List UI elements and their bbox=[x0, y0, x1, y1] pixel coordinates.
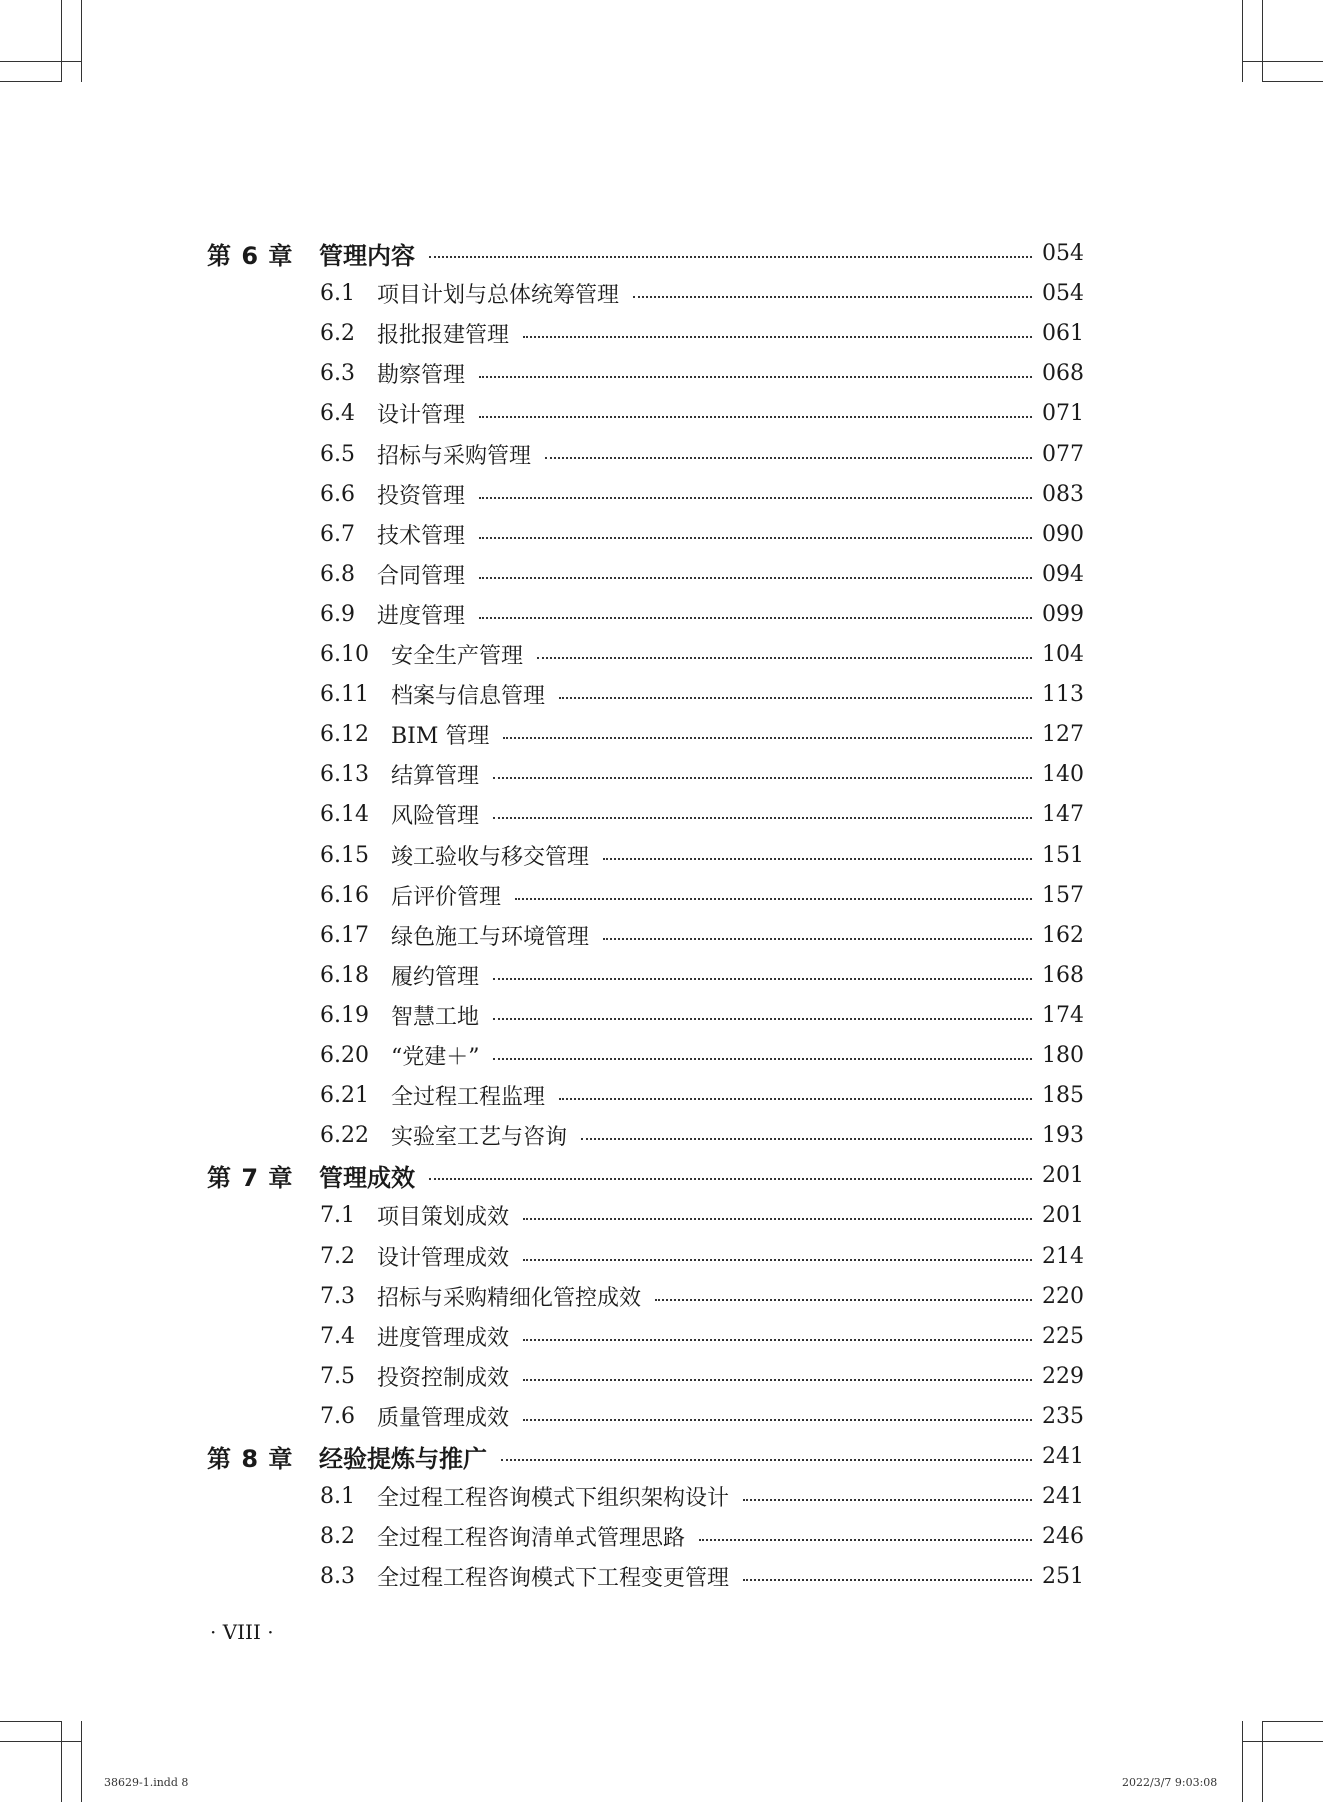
toc-section-row[interactable] bbox=[207, 1516, 1082, 1556]
dot-leader bbox=[603, 938, 1032, 940]
crop-mark-top-right-v2 bbox=[1262, 0, 1263, 82]
toc-section-row[interactable] bbox=[207, 474, 1082, 514]
page-number: 193 bbox=[1042, 1122, 1084, 1148]
section-title: 风险管理 bbox=[390, 803, 479, 829]
section-title: 设计管理成效 bbox=[377, 1245, 510, 1271]
toc-section-row[interactable] bbox=[207, 554, 1082, 594]
toc-section-row[interactable] bbox=[207, 955, 1082, 995]
dot-leader bbox=[523, 1379, 1032, 1381]
section-title: 结算管理 bbox=[390, 763, 479, 789]
page-number: 168 bbox=[1042, 962, 1084, 988]
section-title: 质量管理成效 bbox=[377, 1405, 510, 1431]
section-number: 8.1 bbox=[320, 1483, 355, 1509]
section-number: 6.8 bbox=[320, 561, 355, 587]
section-number: 7.6 bbox=[320, 1403, 355, 1429]
section-title: 招标与采购管理 bbox=[377, 443, 532, 469]
dot-leader bbox=[493, 777, 1032, 779]
toc-section-row[interactable] bbox=[207, 514, 1082, 554]
crop-mark-bottom-right-v bbox=[1242, 1721, 1243, 1802]
dot-leader bbox=[523, 1419, 1032, 1421]
section-title: 全过程工程咨询模式下组织架构设计 bbox=[377, 1485, 730, 1511]
section-title: 安全生产管理 bbox=[390, 643, 523, 669]
dot-leader bbox=[581, 1138, 1032, 1140]
section-number: 7.4 bbox=[320, 1323, 355, 1349]
page-number: 061 bbox=[1042, 320, 1084, 346]
crop-mark-bottom-left-v2 bbox=[61, 1721, 62, 1802]
page-number: 251 bbox=[1042, 1563, 1084, 1589]
section-title: 进度管理成效 bbox=[377, 1325, 510, 1351]
dot-leader bbox=[493, 1018, 1032, 1020]
toc-section-row[interactable] bbox=[207, 1556, 1082, 1596]
toc-section-row[interactable] bbox=[207, 995, 1082, 1035]
section-title: 档案与信息管理 bbox=[390, 683, 545, 709]
crop-mark-bottom-right-v2 bbox=[1262, 1721, 1263, 1802]
slug-filename: 38629-1.indd 8 bbox=[104, 1776, 189, 1789]
toc-section-row[interactable] bbox=[207, 794, 1082, 834]
page-number: 241 bbox=[1042, 1483, 1084, 1509]
page-number: 104 bbox=[1042, 641, 1084, 667]
page-folio: · VIII · bbox=[210, 1620, 274, 1644]
toc-section-row[interactable] bbox=[207, 1316, 1082, 1356]
toc-section-row[interactable] bbox=[207, 434, 1082, 474]
section-number: 6.18 bbox=[320, 962, 369, 988]
section-title: 竣工验收与移交管理 bbox=[390, 844, 589, 870]
crop-mark-top-right-h bbox=[1242, 61, 1323, 62]
toc-section-row[interactable] bbox=[207, 634, 1082, 674]
page-number: 054 bbox=[1042, 240, 1084, 266]
dot-leader bbox=[429, 1178, 1032, 1180]
page-number: 140 bbox=[1042, 761, 1084, 787]
page-number: 113 bbox=[1042, 681, 1084, 707]
section-number: 6.5 bbox=[320, 441, 355, 467]
crop-mark-top-left-v bbox=[81, 0, 82, 82]
toc-section-row[interactable] bbox=[207, 835, 1082, 875]
section-number: 6.4 bbox=[320, 400, 355, 426]
section-title: 招标与采购精细化管控成效 bbox=[377, 1285, 642, 1311]
toc-section-row[interactable] bbox=[207, 1195, 1082, 1235]
chapter-title: 经验提炼与推广 bbox=[319, 1444, 487, 1473]
dot-leader bbox=[429, 256, 1032, 258]
toc-section-row[interactable] bbox=[207, 875, 1082, 915]
dot-leader bbox=[545, 457, 1032, 459]
dot-leader bbox=[603, 858, 1032, 860]
dot-leader bbox=[559, 1098, 1032, 1100]
dot-leader bbox=[523, 1218, 1032, 1220]
chapter-label: 第 7 章 bbox=[207, 1163, 294, 1192]
dot-leader bbox=[523, 1339, 1032, 1341]
section-number: 7.2 bbox=[320, 1243, 355, 1269]
section-number: 6.20 bbox=[320, 1042, 369, 1068]
section-number: 6.19 bbox=[320, 1002, 369, 1028]
section-number: 6.1 bbox=[320, 280, 355, 306]
page-number: 162 bbox=[1042, 922, 1084, 948]
dot-leader bbox=[493, 978, 1032, 980]
section-number: 6.7 bbox=[320, 521, 355, 547]
section-title: 全过程工程监理 bbox=[390, 1084, 545, 1110]
toc-section-row[interactable] bbox=[207, 1276, 1082, 1316]
page-number: 054 bbox=[1042, 280, 1084, 306]
section-number: 7.3 bbox=[320, 1283, 355, 1309]
page-number: 185 bbox=[1042, 1082, 1084, 1108]
section-number: 6.2 bbox=[320, 320, 355, 346]
section-number: 7.5 bbox=[320, 1363, 355, 1389]
dot-leader bbox=[655, 1299, 1032, 1301]
dot-leader bbox=[479, 537, 1032, 539]
section-number: 8.2 bbox=[320, 1523, 355, 1549]
dot-leader bbox=[523, 1259, 1032, 1261]
crop-mark-top-left-h bbox=[0, 61, 82, 62]
toc-section-row[interactable] bbox=[207, 1035, 1082, 1075]
section-title: 全过程工程咨询模式下工程变更管理 bbox=[377, 1565, 730, 1591]
crop-mark-bottom-left-h bbox=[0, 1721, 62, 1722]
section-title: 设计管理 bbox=[377, 402, 466, 428]
section-number: 6.13 bbox=[320, 761, 369, 787]
page-number: 083 bbox=[1042, 481, 1084, 507]
toc-section-row[interactable] bbox=[207, 1075, 1082, 1115]
page-number: 235 bbox=[1042, 1403, 1084, 1429]
dot-leader bbox=[479, 376, 1032, 378]
toc-section-row[interactable] bbox=[207, 674, 1082, 714]
dot-leader bbox=[633, 296, 1032, 298]
page-number: 071 bbox=[1042, 400, 1084, 426]
section-number: 6.15 bbox=[320, 842, 369, 868]
section-title: BIM 管理 bbox=[390, 723, 490, 749]
section-title: 进度管理 bbox=[377, 603, 466, 629]
page-number: 241 bbox=[1042, 1443, 1084, 1469]
section-title: 实验室工艺与咨询 bbox=[390, 1124, 567, 1150]
dot-leader bbox=[743, 1579, 1032, 1581]
section-title: 合同管理 bbox=[377, 563, 466, 589]
page-number: 147 bbox=[1042, 801, 1084, 827]
dot-leader bbox=[479, 617, 1032, 619]
toc-section-row[interactable] bbox=[207, 1396, 1082, 1436]
crop-mark-top-right-v bbox=[1242, 0, 1243, 82]
section-title: 报批报建管理 bbox=[377, 322, 510, 348]
section-title: 履约管理 bbox=[390, 964, 479, 990]
toc-section-row[interactable] bbox=[207, 1236, 1082, 1276]
page-number: 214 bbox=[1042, 1243, 1084, 1269]
section-number: 6.3 bbox=[320, 360, 355, 386]
dot-leader bbox=[503, 737, 1032, 739]
dot-leader bbox=[493, 1058, 1032, 1060]
page-number: 174 bbox=[1042, 1002, 1084, 1028]
section-number: 6.6 bbox=[320, 481, 355, 507]
section-title: 绿色施工与环境管理 bbox=[390, 924, 589, 950]
page-number: 201 bbox=[1042, 1202, 1084, 1228]
section-title: 全过程工程咨询清单式管理思路 bbox=[377, 1525, 686, 1551]
toc-section-row[interactable] bbox=[207, 1476, 1082, 1516]
section-title: 后评价管理 bbox=[390, 884, 501, 910]
toc-section-row[interactable] bbox=[207, 353, 1082, 393]
dot-leader bbox=[699, 1539, 1032, 1541]
toc-section-row[interactable] bbox=[207, 1115, 1082, 1155]
page-number: 094 bbox=[1042, 561, 1084, 587]
chapter-label: 第 6 章 bbox=[207, 241, 294, 270]
crop-mark-bottom-left-h2 bbox=[0, 1741, 82, 1742]
page-number: 127 bbox=[1042, 721, 1084, 747]
page-number: 090 bbox=[1042, 521, 1084, 547]
crop-mark-bottom-right-h bbox=[1262, 1721, 1323, 1722]
section-title: 技术管理 bbox=[377, 523, 466, 549]
section-title: 智慧工地 bbox=[390, 1004, 479, 1030]
page-number: 220 bbox=[1042, 1283, 1084, 1309]
dot-leader bbox=[479, 416, 1032, 418]
toc-chapter-row[interactable] bbox=[207, 233, 1082, 273]
dot-leader bbox=[537, 657, 1032, 659]
section-number: 6.11 bbox=[320, 681, 369, 707]
section-number: 6.21 bbox=[320, 1082, 369, 1108]
chapter-title: 管理成效 bbox=[319, 1163, 415, 1192]
dot-leader bbox=[493, 817, 1032, 819]
page-number: 157 bbox=[1042, 882, 1084, 908]
dot-leader bbox=[479, 577, 1032, 579]
section-title: 投资控制成效 bbox=[377, 1365, 510, 1391]
chapter-title: 管理内容 bbox=[319, 241, 415, 270]
slug-timestamp: 2022/3/7 9:03:08 bbox=[1122, 1776, 1218, 1789]
dot-leader bbox=[559, 697, 1032, 699]
toc-section-row[interactable] bbox=[207, 594, 1082, 634]
page-number: 077 bbox=[1042, 441, 1084, 467]
page-number: 225 bbox=[1042, 1323, 1084, 1349]
dot-leader bbox=[515, 898, 1032, 900]
section-number: 6.17 bbox=[320, 922, 369, 948]
toc-section-row[interactable] bbox=[207, 915, 1082, 955]
section-number: 7.1 bbox=[320, 1202, 355, 1228]
section-title: 勘察管理 bbox=[377, 362, 466, 388]
toc-section-row[interactable] bbox=[207, 714, 1082, 754]
toc-section-row[interactable] bbox=[207, 273, 1082, 313]
page-number: 201 bbox=[1042, 1162, 1084, 1188]
section-number: 6.16 bbox=[320, 882, 369, 908]
toc-chapter-row[interactable] bbox=[207, 1155, 1082, 1195]
page-number: 068 bbox=[1042, 360, 1084, 386]
page-number: 180 bbox=[1042, 1042, 1084, 1068]
section-number: 6.12 bbox=[320, 721, 369, 747]
dot-leader bbox=[523, 336, 1032, 338]
dot-leader bbox=[501, 1459, 1032, 1461]
section-title: 项目策划成效 bbox=[377, 1204, 510, 1230]
section-number: 8.3 bbox=[320, 1563, 355, 1589]
section-number: 6.9 bbox=[320, 601, 355, 627]
dot-leader bbox=[479, 497, 1032, 499]
chapter-label: 第 8 章 bbox=[207, 1444, 294, 1473]
crop-mark-top-left-h2 bbox=[0, 81, 62, 82]
section-title: “党建＋” bbox=[390, 1044, 480, 1070]
section-number: 6.14 bbox=[320, 801, 369, 827]
crop-mark-bottom-left-v bbox=[81, 1721, 82, 1802]
toc-section-row[interactable] bbox=[207, 754, 1082, 794]
toc-section-row[interactable] bbox=[207, 1356, 1082, 1396]
toc-section-row[interactable] bbox=[207, 393, 1082, 433]
page-number: 099 bbox=[1042, 601, 1084, 627]
toc-chapter-row[interactable] bbox=[207, 1436, 1082, 1476]
crop-mark-top-right-h2 bbox=[1262, 81, 1323, 82]
section-title: 投资管理 bbox=[377, 483, 466, 509]
dot-leader bbox=[743, 1499, 1032, 1501]
crop-mark-top-left-v2 bbox=[61, 0, 62, 82]
page-number: 246 bbox=[1042, 1523, 1084, 1549]
section-title: 项目计划与总体统筹管理 bbox=[377, 282, 620, 308]
page-number: 151 bbox=[1042, 842, 1084, 868]
section-number: 6.10 bbox=[320, 641, 369, 667]
section-number: 6.22 bbox=[320, 1122, 369, 1148]
page-number: 229 bbox=[1042, 1363, 1084, 1389]
toc-section-row[interactable] bbox=[207, 313, 1082, 353]
crop-mark-bottom-right-h2 bbox=[1242, 1741, 1323, 1742]
